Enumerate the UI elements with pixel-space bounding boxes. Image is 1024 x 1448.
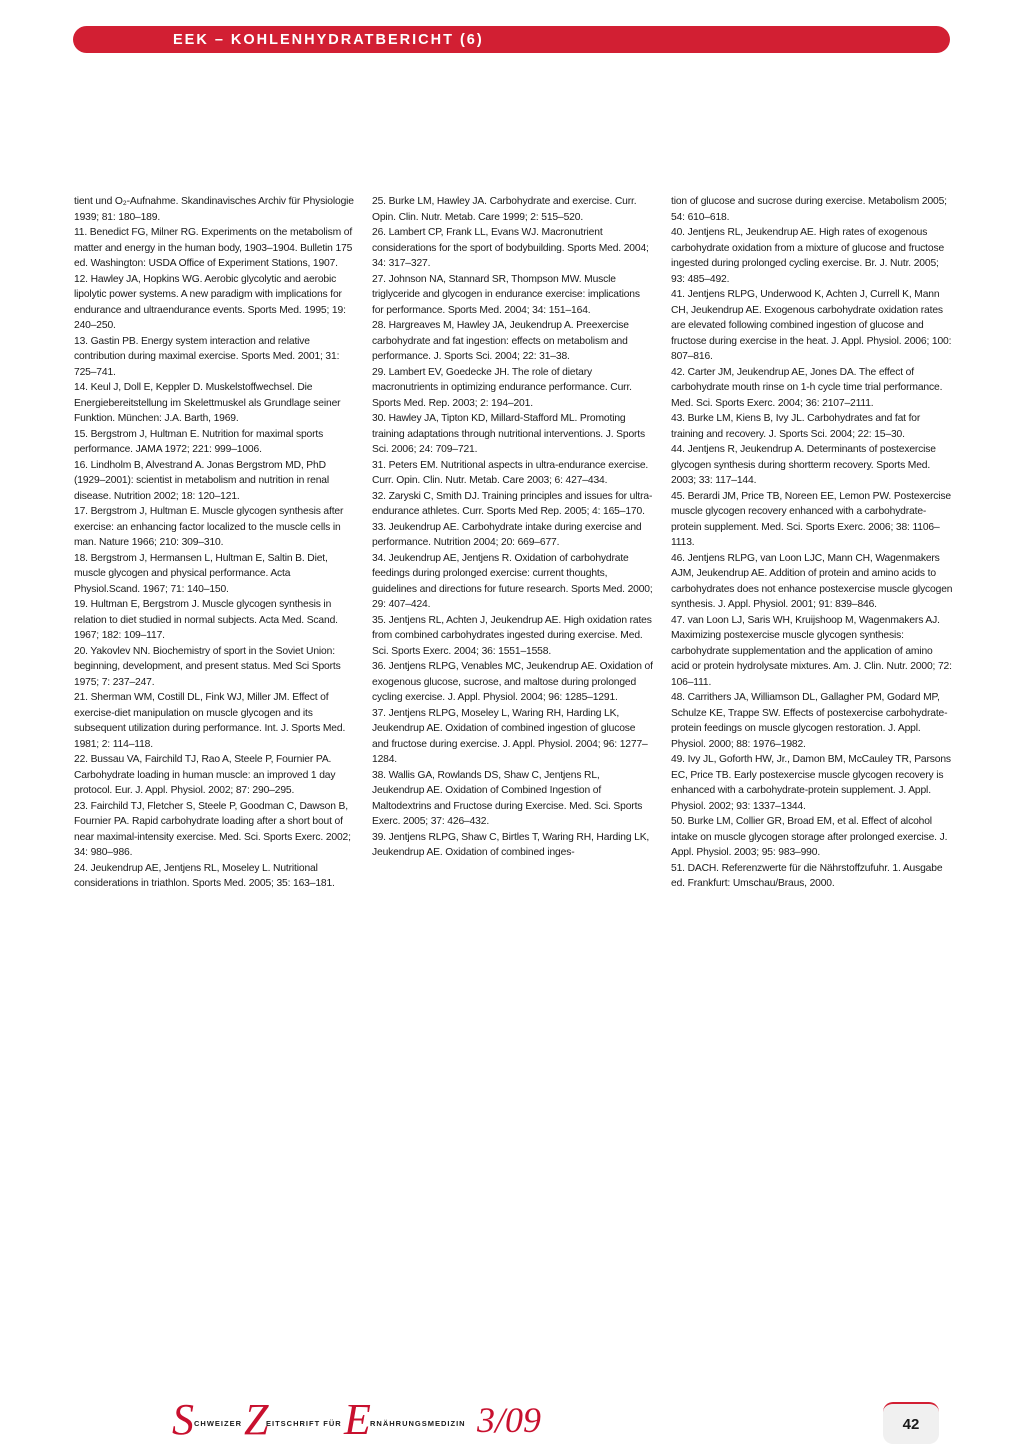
reference-entry: 22. Bussau VA, Fairchild TJ, Rao A, Steele P, Fournier PA. Carbohydrate loading in human muscle: an improved 1 day protocol. Eur. J. Appl. Physiol. 2002; 87: 290–295. — [74, 754, 336, 796]
reference-entry: 21. Sherman WM, Costill DL, Fink WJ, Miller JM. Effect of exercise-diet manipulation on muscle glycogen and its subsequent utilization during performance. Int. J. Sports Med. 1981; 2: 114–118. — [74, 692, 346, 750]
logo-word-schweizer: CHWEIZER — [194, 1419, 242, 1428]
reference-entry: 35. Jentjens RL, Achten J, Jeukendrup AE. High oxidation rates from combined carbohydrates ingested during exercise. Med. Sci. Sports Exerc. 2004; 36: 1551–1558. — [372, 614, 652, 657]
reference-entry: 18. Bergstrom J, Hermansen L, Hultman E, Saltin B. Diet, muscle glycogen and physical performance. Acta Physiol.Scand. 1967; 71: 140–150. — [74, 552, 328, 595]
logo-letter-s: S — [172, 1395, 194, 1444]
reference-entry: 14. Keul J, Doll E, Keppler D. Muskelstoffwechsel. Die Energiebereitstellung im Skelettmuskel als Grundlage seiner Funktion. München: J.A. Barth, 1969. — [74, 382, 341, 424]
reference-entry: 26. Lambert CP, Frank LL, Evans WJ. Macronutrient considerations for the sport of bodybuilding. Sports Med. 2004; 34: 317–327. — [372, 227, 649, 269]
issue-number: 3/09 — [477, 1400, 542, 1440]
logo-word-zeitschrift: EITSCHRIFT FÜR — [266, 1419, 342, 1428]
page-number: 42 — [902, 1416, 920, 1433]
reference-entry: 44. Jentjens R, Jeukendrup A. Determinants of postexercise glycogen synthesis during shortterm recovery. Sports Med. 2003; 33: 117–144. — [671, 444, 936, 486]
reference-entry: 36. Jentjens RLPG, Venables MC, Jeukendrup AE. Oxidation of exogenous glucose, sucrose, and maltose during prolonged cycling exercise. J. Appl. Physiol. 2004; 96: 1285–1291. — [372, 661, 653, 703]
reference-entry: 16. Lindholm B, Alvestrand A. Jonas Bergstrom MD, PhD (1929–2001): scientist in metabolism and nutrition in renal disease. Nutrition 2002; 18: 120–121. — [74, 459, 330, 502]
reference-entry: 43. Burke LM, Kiens B, Ivy JL. Carbohydrates and fat for training and recovery. J. Sports Sci. 2004; 22: 15–30. — [671, 413, 921, 440]
logo-letter-e: E — [344, 1395, 371, 1444]
reference-entry: 25. Burke LM, Hawley JA. Carbohydrate and exercise. Curr. Opin. Clin. Nutr. Metab. Care 1999; 2: 515–520. — [372, 196, 637, 223]
reference-entry: 45. Berardi JM, Price TB, Noreen EE, Lemon PW. Postexercise muscle glycogen recovery enhanced with a carbohydrate-protein supplement. Med. Sci. Sports Exerc. 2006; 38: 1106–1113. — [671, 490, 951, 548]
reference-entry: 48. Carrithers JA, Williamson DL, Gallagher PM, Godard MP, Schulze KE, Trappe SW. Effects of postexercise carbohydrate-protein feedings on muscle glycogen restoration. J. Appl. Physiol. 2000; 88: 1976–1982. — [671, 692, 948, 750]
reference-entry: 30. Hawley JA, Tipton KD, Millard-Stafford ML. Promoting training adaptations through nutritional interventions. J. Sports Sci. 2006; 24: 709–721. — [372, 413, 646, 455]
reference-entry: 27. Johnson NA, Stannard SR, Thompson MW. Muscle triglyceride and glycogen in endurance exercise: implications for performance. Sports Med. 2004; 34: 151–164. — [372, 273, 640, 316]
running-header-title: EEK – KOHLENHYDRATBERICHT (6) — [173, 32, 484, 48]
reference-entry: 32. Zaryski C, Smith DJ. Training principles and issues for ultra-endurance athletes. Curr. Sports Med Rep. 2005; 4: 165–170. — [372, 490, 653, 517]
reference-entry: 23. Fairchild TJ, Fletcher S, Steele P, Goodman C, Dawson B, Fournier PA. Rapid carbohydrate loading after a short bout of near maximal-intensity exercise. Med. Sci. Sports Exerc. 2002; 34: 980–986. — [74, 800, 351, 858]
reference-entry: 24. Jeukendrup AE, Jentjens RL, Moseley L. Nutritional considerations in triathlon. Sports Med. 2005; 35: 163–181. — [74, 862, 335, 889]
reference-column-3 — [671, 194, 953, 892]
reference-entry: 33. Jeukendrup AE. Carbohydrate intake during exercise and performance. Nutrition 2004; 20: 669–677. — [372, 521, 642, 548]
reference-entry: 39. Jentjens RLPG, Shaw C, Birtles T, Waring RH, Harding LK, Jeukendrup AE. Oxidation of combined inges- — [372, 831, 650, 858]
logo-letter-z: Z — [244, 1395, 269, 1444]
reference-entry: 31. Peters EM. Nutritional aspects in ultra-endurance exercise. Curr. Opin. Clin. Nutr. Metab. Care 2003; 6: 427–434. — [372, 459, 649, 486]
reference-entry: 37. Jentjens RLPG, Moseley L, Waring RH, Harding LK, Jeukendrup AE. Oxidation of combined ingestion of glucose and fructose during exercise. J. Appl. Physiol. 2004; 96: 1277–1284. — [372, 707, 648, 765]
reference-entry: 28. Hargreaves M, Hawley JA, Jeukendrup A. Preexercise carbohydrate and fat ingestion: effects on metabolism and performance. J. Sports Sci. 2004; 22: 31–38. — [372, 320, 629, 362]
reference-entry: 47. van Loon LJ, Saris WH, Kruijshoop M, Wagenmakers AJ. Maximizing postexercise muscle glycogen synthesis: carbohydrate supplementation and the application of amino acid or protein hydrolysate mixtures. Am. J. Clin. Nutr. 2000; 72: 106–111. — [671, 614, 952, 688]
reference-entry: 40. Jentjens RL, Jeukendrup AE. High rates of exogenous carbohydrate oxidation from a mixture of glucose and fructose ingested during prolonged cycling exercise. Br. J. Nutr. 2005; 93: 485–492. — [671, 227, 945, 285]
reference-entry: 29. Lambert EV, Goedecke JH. The role of dietary macronutrients in optimizing endurance performance. Curr. Sports Med. Rep. 2003; 2: 194–201. — [372, 366, 632, 409]
logo-word-ernaehrungsmedizin: RNÄHRUNGSMEDIZIN — [370, 1419, 466, 1428]
reference-entry: tion of glucose and sucrose during exercise. Metabolism 2005; 54: 610–618. — [671, 196, 947, 223]
reference-entry: 17. Bergstrom J, Hultman E. Muscle glycogen synthesis after exercise: an enhancing factor localized to the muscle cells in man. Nature 1966; 210: 309–310. — [74, 506, 344, 548]
reference-entry: 41. Jentjens RLPG, Underwood K, Achten J, Currell K, Mann CH, Jeukendrup AE. Exogenous carbohydrate oxidation rates are elevated following combined ingestion of glucose and fructose during exercise in the heat. J. Appl. Physiol. 2006; 100: 807–816. — [671, 289, 952, 362]
reference-entry: 38. Wallis GA, Rowlands DS, Shaw C, Jentjens RL, Jeukendrup AE. Oxidation of Combined Ingestion of Maltodextrins and Fructose during Exercise. Med. Sci. Sports Exerc. 2005; 37: 426–432. — [372, 769, 643, 827]
reference-column-1 — [74, 194, 356, 892]
reference-entry: tient und O₂-Aufnahme. Skandinavisches Archiv für Physiologie 1939; 81: 180–189. — [74, 196, 354, 223]
reference-entry: 42. Carter JM, Jeukendrup AE, Jones DA. The effect of carbohydrate mouth rinse on 1-h cycle time trial performance. Med. Sci. Sports Exerc. 2004; 36: 2107–2111. — [671, 366, 943, 409]
reference-entry: 49. Ivy JL, Goforth HW, Jr., Damon BM, McCauley TR, Parsons EC, Price TB. Early postexercise muscle glycogen recovery is enhanced with a carbohydrate-protein supplement. J. Appl. Physiol. 2002; 93: 1337–1344. — [671, 754, 951, 812]
reference-entry: 46. Jentjens RLPG, van Loon LJC, Mann CH, Wagenmakers AJM, Jeukendrup AE. Addition of protein and amino acids to carbohydrates does not enhance postexercise muscle glycogen synthesis. J. Appl. Physiol. 2001; 91: 839–846. — [671, 552, 953, 610]
reference-entry: 15. Bergstrom J, Hultman E. Nutrition for maximal sports performance. JAMA 1972; 221: 999–1006. — [74, 428, 324, 455]
reference-entry: 12. Hawley JA, Hopkins WG. Aerobic glycolytic and aerobic lipolytic power systems. A new paradigm with implications for endurance and ultraendurance events. Sports Med. 1995; 19: 240–250. — [74, 273, 346, 331]
reference-entry: 20. Yakovlev NN. Biochemistry of sport in the Soviet Union: beginning, development, and present status. Med Sci Sports 1975; 7: 237–247. — [74, 645, 341, 688]
header-bar — [73, 26, 950, 53]
reference-entry: 51. DACH. Referenzwerte für die Nährstoffzufuhr. 1. Ausgabe ed. Frankfurt: Umschau/Braus, 2000. — [671, 862, 943, 889]
reference-entry: 50. Burke LM, Collier GR, Broad EM, et al. Effect of alcohol intake on muscle glycogen storage after prolonged exercise. J. Appl. Physiol. 2003; 95: 983–990. — [671, 816, 948, 858]
reference-entry: 19. Hultman E, Bergstrom J. Muscle glycogen synthesis in relation to diet studied in normal subjects. Acta Med. Scand. 1967; 182: 109–117. — [74, 599, 338, 641]
reference-entry: 34. Jeukendrup AE, Jentjens R. Oxidation of carbohydrate feedings during prolonged exercise: current thoughts, guidelines and directions for future research. Sports Med. 2000; 29: 407–424. — [372, 552, 653, 610]
reference-entry: 13. Gastin PB. Energy system interaction and relative contribution during maximal exercise. Sports Med. 2001; 31: 725–741. — [74, 335, 340, 378]
page-number-badge — [883, 1402, 939, 1444]
journal-logo — [172, 1395, 592, 1445]
reference-column-2 — [372, 194, 654, 861]
reference-entry: 11. Benedict FG, Milner RG. Experiments on the metabolism of matter and energy in the human body, 1903–1904. Bulletin 175 ed. Washington: USDA Office of Experiment Stations, 1907. — [74, 227, 353, 269]
